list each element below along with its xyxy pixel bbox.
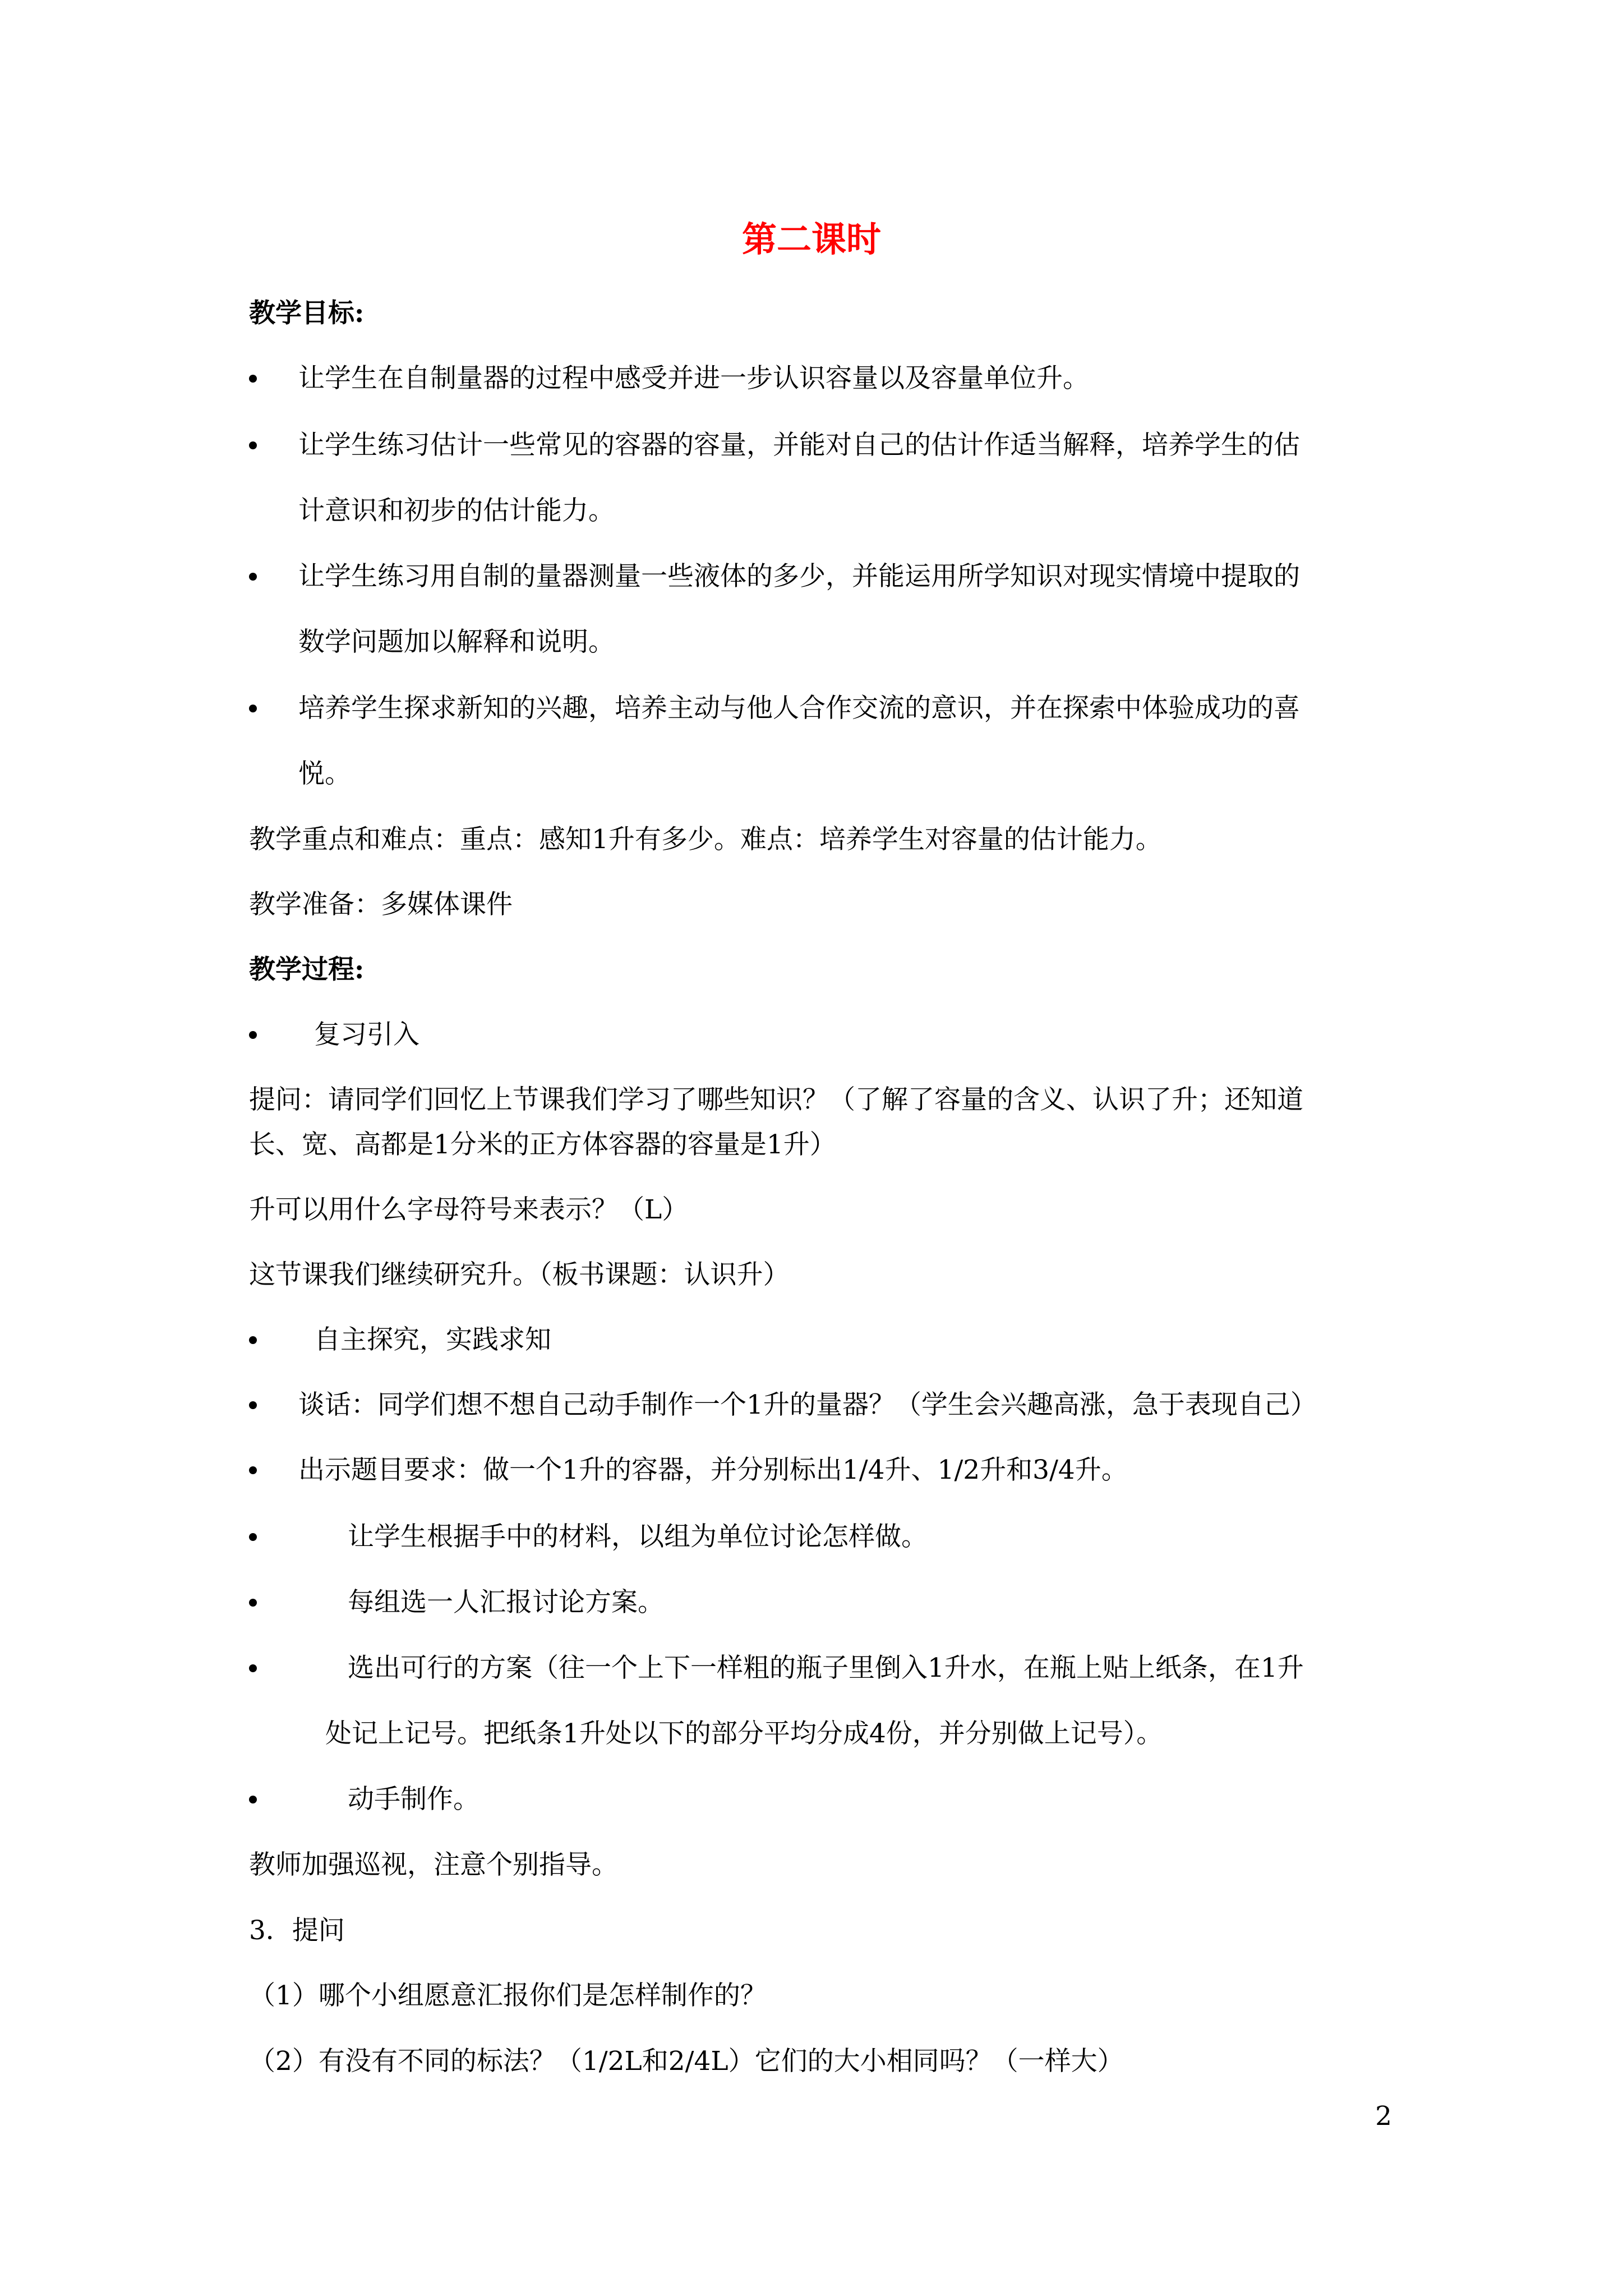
explore-title: 自主探究，实践求知 <box>314 1324 551 1355</box>
page-title: 第二课时 <box>741 219 881 260</box>
key-points: 教学重点和难点：重点：感知1升有多少。难点：培养学生对容量的估计能力。 <box>249 824 1162 855</box>
goal-1-line-1: 让学生在自制量器的过程中感受并进一步认识容量以及容量单位升。 <box>298 363 1089 394</box>
bullet-icon <box>249 375 257 383</box>
task-line: 出示题目要求：做一个1升的容器，并分别标出1/4升、1/2升和3/4升。 <box>298 1455 1128 1485</box>
goal-3-line-1: 让学生练习用自制的量器测量一些液体的多少，并能运用所学知识对现实情境中提取的 <box>298 561 1300 592</box>
ask-title: 3．提问 <box>249 1915 345 1946</box>
page-number: 2 <box>1375 2101 1392 2132</box>
bullet-icon <box>249 1466 257 1474</box>
bullet-icon <box>249 1031 257 1039</box>
ask-2: （2）有没有不同的标法？（1/2L和2/4L）它们的大小相同吗？（一样大） <box>249 2046 1124 2077</box>
step-4: 动手制作。 <box>348 1784 479 1815</box>
question-line-1: 提问：请同学们回忆上节课我们学习了哪些知识？（了解了容量的含义、认识了升；还知道 <box>249 1084 1303 1115</box>
process-heading: 教学过程: <box>249 954 365 985</box>
bullet-icon <box>249 1533 257 1541</box>
bullet-icon <box>249 1664 257 1672</box>
bullet-icon <box>249 1599 257 1607</box>
teacher-note: 教师加强巡视，注意个别指导。 <box>249 1849 618 1880</box>
goal-3-line-2: 数学问题加以解释和说明。 <box>298 627 615 657</box>
question-line-2: 长、宽、高都是1分米的正方体容器的容量是1升） <box>249 1129 836 1160</box>
bullet-icon <box>249 1336 257 1344</box>
symbol-question: 升可以用什么字母符号来表示？（L） <box>249 1194 689 1225</box>
review-title: 复习引入 <box>314 1019 419 1050</box>
bullet-icon <box>249 1401 257 1409</box>
goals-heading: 教学目标: <box>249 298 365 329</box>
bullet-icon <box>249 1796 257 1803</box>
step-1: 让学生根据手中的材料，以组为单位讨论怎样做。 <box>348 1521 928 1552</box>
step-3-line-1: 选出可行的方案（往一个上下一样粗的瓶子里倒入1升水，在瓶上贴上纸条，在1升 <box>348 1653 1304 1683</box>
bullet-icon <box>249 705 257 712</box>
bullet-icon <box>249 441 257 449</box>
ask-1: （1）哪个小组愿意汇报你们是怎样制作的？ <box>249 1980 767 2011</box>
bullet-icon <box>249 573 257 581</box>
goal-2-line-2: 计意识和初步的估计能力。 <box>298 495 615 526</box>
step-3-line-2: 处记上记号。把纸条1升处以下的部分平均分成4份，并分别做上记号）。 <box>325 1718 1163 1749</box>
step-2: 每组选一人汇报讨论方案。 <box>348 1587 664 1618</box>
goal-2-line-1: 让学生练习估计一些常见的容器的容量，并能对自己的估计作适当解释，培养学生的估 <box>298 430 1300 461</box>
goal-4-line-2: 悦。 <box>298 758 351 789</box>
preparation: 教学准备：多媒体课件 <box>249 889 513 920</box>
goal-4-line-1: 培养学生探求新知的兴趣，培养主动与他人合作交流的意识，并在探索中体验成功的喜 <box>298 693 1300 724</box>
continue-line: 这节课我们继续研究升。（板书课题：认识升） <box>249 1259 790 1290</box>
talk-line: 谈话：同学们想不想自己动手制作一个1升的量器？（学生会兴趣高涨，急于表现自己） <box>298 1389 1317 1420</box>
